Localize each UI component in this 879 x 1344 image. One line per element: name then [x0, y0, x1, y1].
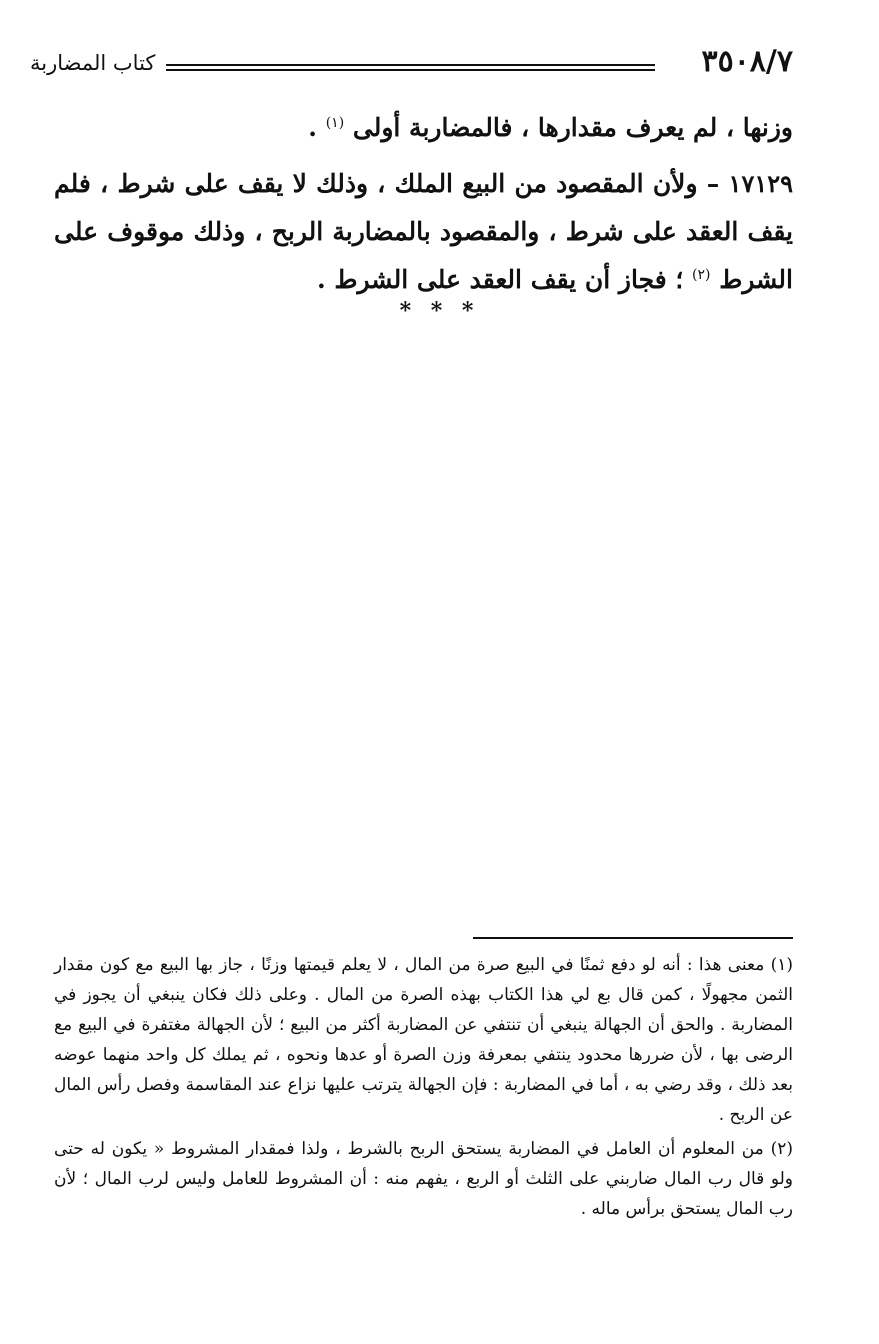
section-separator: * * * [399, 298, 480, 324]
main-text [54, 104, 793, 304]
footnote-1: (١) معنى هذا : أنه لو دفع ثمنًا في البيع صرة من المال ، لا يعلم قيمتها وزنًا ، جاز بها البيع مع كون مقدار الثمن مجهولًا ، كمن قال بع لي هذا الكتاب بهذه الصرة من المال . وعلى ذلك فكان ينبغي أن يجوز في المضاربة . والحق أن الجهالة ينبغي أن تنتفي عن المضاربة أكثر من البيع ؛ لأن الجهالة مغتفرة في البيع مع الرضى بها ، لأن ضررها محدود ينتفي بمعرفة وزن الصرة أو عدها ونحوه ، ثم يملك كل واحد منهما عوضه بعد ذلك ، وقد رضي به ، أما في المضاربة : فإن الجهالة يترتب عليها نزاع عند المقاسمة وفصل رأس المال عن الربح . [54, 955, 793, 1125]
paragraph-continuation [54, 104, 793, 152]
footnote-reference-2[interactable]: (٢) [692, 267, 711, 283]
footnote-reference-1[interactable]: (١) [325, 115, 345, 131]
page-header [30, 42, 793, 82]
footnote-rule [473, 937, 793, 939]
footnotes [54, 950, 793, 1228]
running-title: كتاب المضاربة [30, 51, 156, 75]
paragraph-text-end: . [308, 113, 326, 142]
paragraph-text: – ولأن المقصود من البيع الملك ، وذلك لا يقف على شرط ، فلم يقف العقد على شرط ، والمقصود بالمضاربة الربح ، وذلك موقوف على الشرط [54, 169, 793, 294]
header-rule-lower [166, 69, 655, 71]
footnote-2: (٢) من المعلوم أن العامل في المضاربة يستحق الربح بالشرط ، ولذا فمقدار المشروط « يكون له حتى ولو قال رب المال ضاربني على الثلث أو الربع ، يفهم منه : أن المشروط للعامل وليس لرب المال ؛ لأن رب المال يستحق برأس ماله . [54, 1139, 793, 1219]
paragraph-text: وزنها ، لم يعرف مقدارها ، فالمضاربة أولى [352, 113, 793, 142]
paragraph-text-end: ؛ فجاز أن يقف العقد على الشرط . [316, 265, 693, 294]
header-rule [166, 64, 655, 66]
issue-number: ١٧١٢٩ [728, 169, 793, 198]
paragraph-issue [54, 160, 793, 304]
page-number: ٣٥٠٨/٧ [701, 44, 793, 79]
